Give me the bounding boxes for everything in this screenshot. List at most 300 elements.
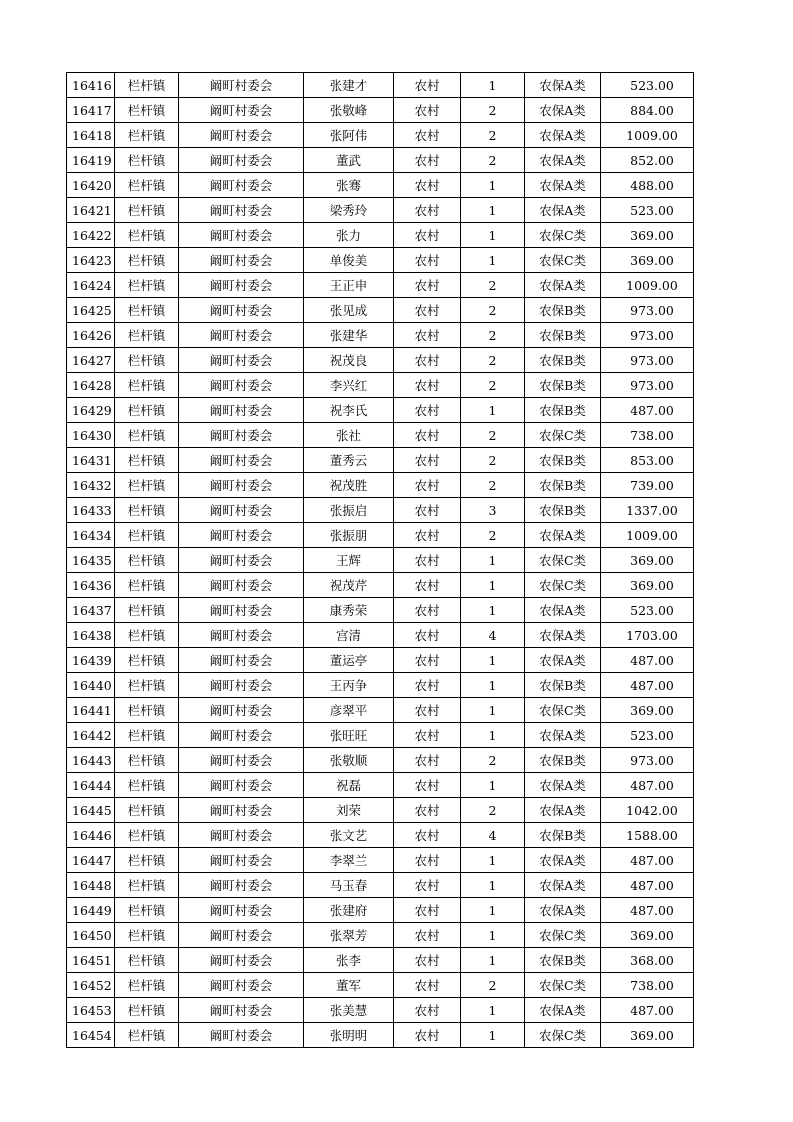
cell-village-committee: 阚町村委会	[179, 1023, 304, 1048]
cell-village-committee: 阚町村委会	[179, 698, 304, 723]
cell-village-committee: 阚町村委会	[179, 473, 304, 498]
cell-area-type: 农村	[394, 748, 461, 773]
cell-row-id: 16435	[67, 548, 115, 573]
table-row	[67, 223, 694, 248]
cell-row-id: 16450	[67, 923, 115, 948]
cell-person-name: 王辉	[304, 548, 394, 573]
cell-village-committee: 阚町村委会	[179, 173, 304, 198]
cell-insurance-category: 农保C类	[525, 423, 601, 448]
cell-insurance-category: 农保A类	[525, 998, 601, 1023]
cell-household-count: 2	[461, 448, 525, 473]
cell-area-type: 农村	[394, 773, 461, 798]
cell-household-count: 4	[461, 623, 525, 648]
cell-area-type: 农村	[394, 523, 461, 548]
table-row	[67, 148, 694, 173]
cell-insurance-category: 农保B类	[525, 298, 601, 323]
cell-household-count: 1	[461, 698, 525, 723]
table-row	[67, 648, 694, 673]
cell-village-committee: 阚町村委会	[179, 973, 304, 998]
cell-amount: 853.00	[601, 448, 694, 473]
cell-household-count: 1	[461, 723, 525, 748]
cell-amount: 487.00	[601, 398, 694, 423]
cell-village-committee: 阚町村委会	[179, 623, 304, 648]
cell-area-type: 农村	[394, 723, 461, 748]
cell-amount: 369.00	[601, 923, 694, 948]
cell-insurance-category: 农保A类	[525, 598, 601, 623]
cell-insurance-category: 农保A类	[525, 198, 601, 223]
cell-insurance-category: 农保B类	[525, 498, 601, 523]
cell-amount: 369.00	[601, 573, 694, 598]
cell-row-id: 16426	[67, 323, 115, 348]
cell-amount: 487.00	[601, 773, 694, 798]
cell-household-count: 2	[461, 373, 525, 398]
cell-village-committee: 阚町村委会	[179, 773, 304, 798]
cell-insurance-category: 农保A类	[525, 873, 601, 898]
cell-row-id: 16430	[67, 423, 115, 448]
cell-row-id: 16428	[67, 373, 115, 398]
cell-town: 栏杆镇	[115, 898, 179, 923]
cell-town: 栏杆镇	[115, 248, 179, 273]
cell-amount: 487.00	[601, 998, 694, 1023]
cell-town: 栏杆镇	[115, 698, 179, 723]
cell-household-count: 2	[461, 273, 525, 298]
cell-village-committee: 阚町村委会	[179, 148, 304, 173]
cell-person-name: 单俊美	[304, 248, 394, 273]
cell-insurance-category: 农保A类	[525, 273, 601, 298]
cell-village-committee: 阚町村委会	[179, 73, 304, 98]
table-row	[67, 1023, 694, 1048]
cell-area-type: 农村	[394, 973, 461, 998]
table-row	[67, 748, 694, 773]
cell-row-id: 16420	[67, 173, 115, 198]
cell-village-committee: 阚町村委会	[179, 948, 304, 973]
cell-area-type: 农村	[394, 998, 461, 1023]
cell-person-name: 张旺旺	[304, 723, 394, 748]
cell-area-type: 农村	[394, 198, 461, 223]
cell-household-count: 2	[461, 798, 525, 823]
cell-household-count: 1	[461, 198, 525, 223]
cell-amount: 1009.00	[601, 523, 694, 548]
table-row	[67, 673, 694, 698]
cell-area-type: 农村	[394, 398, 461, 423]
cell-insurance-category: 农保C类	[525, 573, 601, 598]
table-row	[67, 98, 694, 123]
cell-insurance-category: 农保A类	[525, 723, 601, 748]
table-row	[67, 298, 694, 323]
cell-row-id: 16419	[67, 148, 115, 173]
cell-row-id: 16432	[67, 473, 115, 498]
cell-household-count: 1	[461, 548, 525, 573]
cell-area-type: 农村	[394, 123, 461, 148]
cell-town: 栏杆镇	[115, 148, 179, 173]
cell-row-id: 16417	[67, 98, 115, 123]
cell-person-name: 张振启	[304, 498, 394, 523]
cell-town: 栏杆镇	[115, 448, 179, 473]
cell-household-count: 1	[461, 648, 525, 673]
cell-village-committee: 阚町村委会	[179, 798, 304, 823]
cell-insurance-category: 农保A类	[525, 773, 601, 798]
cell-household-count: 2	[461, 973, 525, 998]
cell-row-id: 16434	[67, 523, 115, 548]
cell-row-id: 16421	[67, 198, 115, 223]
cell-town: 栏杆镇	[115, 198, 179, 223]
cell-row-id: 16425	[67, 298, 115, 323]
cell-insurance-category: 农保B类	[525, 448, 601, 473]
cell-insurance-category: 农保B类	[525, 748, 601, 773]
cell-household-count: 2	[461, 748, 525, 773]
cell-village-committee: 阚町村委会	[179, 98, 304, 123]
cell-insurance-category: 农保A类	[525, 123, 601, 148]
cell-row-id: 16439	[67, 648, 115, 673]
cell-town: 栏杆镇	[115, 673, 179, 698]
cell-amount: 884.00	[601, 98, 694, 123]
cell-town: 栏杆镇	[115, 98, 179, 123]
table-row	[67, 473, 694, 498]
cell-amount: 523.00	[601, 723, 694, 748]
cell-area-type: 农村	[394, 898, 461, 923]
cell-insurance-category: 农保A类	[525, 798, 601, 823]
cell-person-name: 彦翠平	[304, 698, 394, 723]
cell-town: 栏杆镇	[115, 848, 179, 873]
cell-area-type: 农村	[394, 448, 461, 473]
cell-village-committee: 阚町村委会	[179, 348, 304, 373]
cell-row-id: 16447	[67, 848, 115, 873]
cell-area-type: 农村	[394, 873, 461, 898]
cell-village-committee: 阚町村委会	[179, 873, 304, 898]
cell-row-id: 16451	[67, 948, 115, 973]
table-row	[67, 848, 694, 873]
cell-village-committee: 阚町村委会	[179, 573, 304, 598]
cell-town: 栏杆镇	[115, 173, 179, 198]
cell-person-name: 张见成	[304, 298, 394, 323]
cell-area-type: 农村	[394, 1023, 461, 1048]
cell-insurance-category: 农保A类	[525, 898, 601, 923]
cell-person-name: 祝李氏	[304, 398, 394, 423]
cell-person-name: 张李	[304, 948, 394, 973]
table-row	[67, 773, 694, 798]
cell-village-committee: 阚町村委会	[179, 823, 304, 848]
cell-household-count: 1	[461, 223, 525, 248]
cell-area-type: 农村	[394, 548, 461, 573]
cell-insurance-category: 农保B类	[525, 823, 601, 848]
cell-area-type: 农村	[394, 73, 461, 98]
cell-amount: 973.00	[601, 348, 694, 373]
cell-town: 栏杆镇	[115, 123, 179, 148]
cell-household-count: 2	[461, 323, 525, 348]
cell-person-name: 宫清	[304, 623, 394, 648]
cell-amount: 487.00	[601, 848, 694, 873]
cell-amount: 487.00	[601, 898, 694, 923]
cell-village-committee: 阚町村委会	[179, 123, 304, 148]
cell-amount: 1703.00	[601, 623, 694, 648]
cell-person-name: 王丙争	[304, 673, 394, 698]
cell-town: 栏杆镇	[115, 973, 179, 998]
cell-household-count: 1	[461, 873, 525, 898]
cell-area-type: 农村	[394, 373, 461, 398]
table-row	[67, 248, 694, 273]
cell-row-id: 16445	[67, 798, 115, 823]
cell-town: 栏杆镇	[115, 598, 179, 623]
cell-area-type: 农村	[394, 273, 461, 298]
cell-amount: 973.00	[601, 323, 694, 348]
cell-area-type: 农村	[394, 473, 461, 498]
cell-town: 栏杆镇	[115, 873, 179, 898]
cell-insurance-category: 农保A类	[525, 148, 601, 173]
cell-village-committee: 阚町村委会	[179, 673, 304, 698]
cell-person-name: 董武	[304, 148, 394, 173]
table-row	[67, 73, 694, 98]
table-row	[67, 698, 694, 723]
cell-person-name: 祝磊	[304, 773, 394, 798]
cell-person-name: 张翠芳	[304, 923, 394, 948]
cell-area-type: 农村	[394, 323, 461, 348]
cell-household-count: 1	[461, 898, 525, 923]
cell-town: 栏杆镇	[115, 298, 179, 323]
cell-town: 栏杆镇	[115, 723, 179, 748]
cell-person-name: 祝茂良	[304, 348, 394, 373]
cell-insurance-category: 农保B类	[525, 948, 601, 973]
cell-town: 栏杆镇	[115, 523, 179, 548]
table-row	[67, 123, 694, 148]
cell-area-type: 农村	[394, 923, 461, 948]
cell-household-count: 1	[461, 398, 525, 423]
table-row	[67, 398, 694, 423]
cell-town: 栏杆镇	[115, 423, 179, 448]
cell-amount: 368.00	[601, 948, 694, 973]
cell-amount: 739.00	[601, 473, 694, 498]
cell-village-committee: 阚町村委会	[179, 598, 304, 623]
cell-insurance-category: 农保C类	[525, 923, 601, 948]
cell-town: 栏杆镇	[115, 473, 179, 498]
cell-amount: 1009.00	[601, 123, 694, 148]
cell-area-type: 农村	[394, 173, 461, 198]
cell-person-name: 张阿伟	[304, 123, 394, 148]
cell-area-type: 农村	[394, 98, 461, 123]
cell-person-name: 马玉春	[304, 873, 394, 898]
cell-area-type: 农村	[394, 698, 461, 723]
table-row	[67, 348, 694, 373]
cell-row-id: 16449	[67, 898, 115, 923]
table-row	[67, 923, 694, 948]
cell-town: 栏杆镇	[115, 748, 179, 773]
cell-area-type: 农村	[394, 423, 461, 448]
cell-person-name: 张振朋	[304, 523, 394, 548]
table-row	[67, 498, 694, 523]
cell-person-name: 张力	[304, 223, 394, 248]
cell-insurance-category: 农保B类	[525, 373, 601, 398]
cell-insurance-category: 农保C类	[525, 973, 601, 998]
cell-insurance-category: 农保C类	[525, 1023, 601, 1048]
table-row	[67, 323, 694, 348]
cell-insurance-category: 农保B类	[525, 323, 601, 348]
cell-person-name: 张敬顺	[304, 748, 394, 773]
cell-row-id: 16444	[67, 773, 115, 798]
table-row	[67, 373, 694, 398]
cell-household-count: 2	[461, 423, 525, 448]
cell-household-count: 2	[461, 298, 525, 323]
cell-household-count: 2	[461, 473, 525, 498]
cell-village-committee: 阚町村委会	[179, 423, 304, 448]
cell-insurance-category: 农保B类	[525, 473, 601, 498]
table-row	[67, 573, 694, 598]
cell-person-name: 张建华	[304, 323, 394, 348]
cell-person-name: 祝茂芹	[304, 573, 394, 598]
cell-town: 栏杆镇	[115, 273, 179, 298]
cell-town: 栏杆镇	[115, 648, 179, 673]
cell-amount: 1009.00	[601, 273, 694, 298]
cell-town: 栏杆镇	[115, 73, 179, 98]
cell-household-count: 2	[461, 98, 525, 123]
table-row	[67, 448, 694, 473]
table-row	[67, 523, 694, 548]
cell-amount: 738.00	[601, 973, 694, 998]
cell-person-name: 祝茂胜	[304, 473, 394, 498]
cell-amount: 973.00	[601, 748, 694, 773]
table-row	[67, 873, 694, 898]
cell-amount: 369.00	[601, 698, 694, 723]
cell-insurance-category: 农保C类	[525, 223, 601, 248]
cell-person-name: 梁秀玲	[304, 198, 394, 223]
table-row	[67, 823, 694, 848]
cell-row-id: 16440	[67, 673, 115, 698]
cell-row-id: 16441	[67, 698, 115, 723]
data-table	[66, 72, 694, 1048]
cell-village-committee: 阚町村委会	[179, 548, 304, 573]
cell-area-type: 农村	[394, 348, 461, 373]
cell-area-type: 农村	[394, 798, 461, 823]
cell-household-count: 1	[461, 848, 525, 873]
cell-town: 栏杆镇	[115, 373, 179, 398]
cell-insurance-category: 农保B类	[525, 398, 601, 423]
cell-household-count: 2	[461, 348, 525, 373]
cell-person-name: 张建府	[304, 898, 394, 923]
cell-town: 栏杆镇	[115, 798, 179, 823]
cell-area-type: 农村	[394, 948, 461, 973]
cell-row-id: 16453	[67, 998, 115, 1023]
cell-insurance-category: 农保B类	[525, 673, 601, 698]
cell-village-committee: 阚町村委会	[179, 298, 304, 323]
cell-row-id: 16443	[67, 748, 115, 773]
cell-insurance-category: 农保C类	[525, 698, 601, 723]
cell-village-committee: 阚町村委会	[179, 748, 304, 773]
cell-row-id: 16431	[67, 448, 115, 473]
cell-amount: 1588.00	[601, 823, 694, 848]
cell-area-type: 农村	[394, 848, 461, 873]
table-row	[67, 898, 694, 923]
cell-area-type: 农村	[394, 673, 461, 698]
cell-household-count: 1	[461, 173, 525, 198]
cell-village-committee: 阚町村委会	[179, 923, 304, 948]
cell-household-count: 1	[461, 1023, 525, 1048]
cell-village-committee: 阚町村委会	[179, 998, 304, 1023]
cell-household-count: 1	[461, 923, 525, 948]
cell-person-name: 董运亭	[304, 648, 394, 673]
table-row	[67, 998, 694, 1023]
cell-row-id: 16429	[67, 398, 115, 423]
cell-row-id: 16442	[67, 723, 115, 748]
cell-amount: 487.00	[601, 873, 694, 898]
cell-amount: 487.00	[601, 648, 694, 673]
cell-amount: 1042.00	[601, 798, 694, 823]
cell-person-name: 董军	[304, 973, 394, 998]
cell-town: 栏杆镇	[115, 548, 179, 573]
cell-person-name: 李兴红	[304, 373, 394, 398]
cell-row-id: 16454	[67, 1023, 115, 1048]
cell-town: 栏杆镇	[115, 398, 179, 423]
cell-household-count: 1	[461, 598, 525, 623]
cell-amount: 973.00	[601, 373, 694, 398]
cell-row-id: 16452	[67, 973, 115, 998]
cell-amount: 973.00	[601, 298, 694, 323]
cell-household-count: 1	[461, 73, 525, 98]
cell-household-count: 1	[461, 998, 525, 1023]
cell-town: 栏杆镇	[115, 498, 179, 523]
table-row	[67, 548, 694, 573]
cell-village-committee: 阚町村委会	[179, 248, 304, 273]
cell-household-count: 4	[461, 823, 525, 848]
table-row	[67, 173, 694, 198]
cell-household-count: 1	[461, 673, 525, 698]
cell-row-id: 16423	[67, 248, 115, 273]
cell-area-type: 农村	[394, 823, 461, 848]
cell-row-id: 16418	[67, 123, 115, 148]
cell-amount: 523.00	[601, 598, 694, 623]
cell-household-count: 2	[461, 523, 525, 548]
cell-row-id: 16422	[67, 223, 115, 248]
cell-amount: 369.00	[601, 248, 694, 273]
cell-village-committee: 阚町村委会	[179, 373, 304, 398]
cell-village-committee: 阚町村委会	[179, 448, 304, 473]
cell-town: 栏杆镇	[115, 623, 179, 648]
cell-amount: 488.00	[601, 173, 694, 198]
cell-insurance-category: 农保A类	[525, 98, 601, 123]
cell-insurance-category: 农保A类	[525, 848, 601, 873]
cell-person-name: 董秀云	[304, 448, 394, 473]
cell-village-committee: 阚町村委会	[179, 898, 304, 923]
cell-village-committee: 阚町村委会	[179, 648, 304, 673]
cell-amount: 369.00	[601, 548, 694, 573]
cell-town: 栏杆镇	[115, 1023, 179, 1048]
cell-village-committee: 阚町村委会	[179, 223, 304, 248]
cell-amount: 369.00	[601, 223, 694, 248]
cell-household-count: 1	[461, 948, 525, 973]
cell-insurance-category: 农保C类	[525, 548, 601, 573]
cell-town: 栏杆镇	[115, 773, 179, 798]
cell-row-id: 16427	[67, 348, 115, 373]
cell-area-type: 农村	[394, 648, 461, 673]
cell-row-id: 16436	[67, 573, 115, 598]
cell-area-type: 农村	[394, 573, 461, 598]
cell-village-committee: 阚町村委会	[179, 523, 304, 548]
cell-insurance-category: 农保A类	[525, 73, 601, 98]
cell-town: 栏杆镇	[115, 223, 179, 248]
table-row	[67, 623, 694, 648]
cell-household-count: 1	[461, 248, 525, 273]
table-row	[67, 598, 694, 623]
cell-town: 栏杆镇	[115, 998, 179, 1023]
cell-household-count: 1	[461, 773, 525, 798]
cell-town: 栏杆镇	[115, 348, 179, 373]
table-row	[67, 273, 694, 298]
cell-amount: 487.00	[601, 673, 694, 698]
cell-amount: 738.00	[601, 423, 694, 448]
cell-person-name: 张明明	[304, 1023, 394, 1048]
cell-amount: 523.00	[601, 198, 694, 223]
cell-insurance-category: 农保B类	[525, 348, 601, 373]
table-row	[67, 973, 694, 998]
cell-person-name: 张社	[304, 423, 394, 448]
table-row	[67, 798, 694, 823]
